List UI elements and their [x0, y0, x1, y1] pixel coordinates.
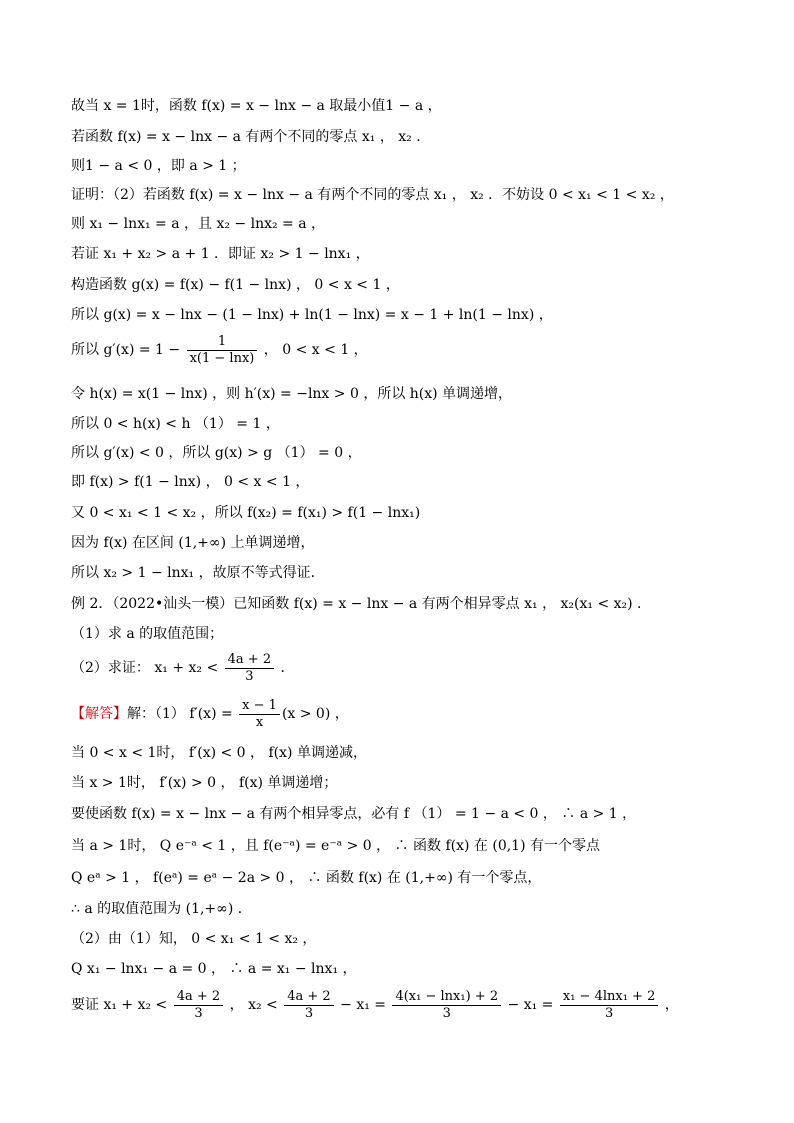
text-line-21: 当 0 < x < 1时， f′(x) < 0 ， f(x) 单调递减， — [71, 745, 367, 761]
fraction: $\frac{\text{4(x₁ − lnx₁) + 2}}{3}$ — [392, 989, 501, 1022]
fraction: $\frac{4a + 2}{3}$ — [174, 989, 223, 1022]
text-line-9: 所以 g′(x) = 1 − $\frac{1}{x(1 - \ln x)}$ ， 0 < x < 1 ， — [71, 333, 368, 366]
text-line-4: 证明：（2）若函数 f(x) = x − lnx − a 有两个不同的零点 x₁ ， x₂ ．不妨设 0 < x₁ < 1 < x₂ ， — [71, 187, 674, 203]
text-line-23: 要使函数 f(x) = x − lnx − a 有两个相异零点，必有 f （1） = 1 − a < 0 ， ∴ a > 1 ， — [71, 806, 637, 822]
fraction: $\frac{1}{x(1 - \ln x)}$ — [187, 334, 258, 367]
fraction: $\frac{x - 1}{x}$ — [239, 698, 280, 731]
text-line-15: 因为 f(x) 在区间 (1,+∞) 上单调递增， — [71, 535, 315, 551]
text-line-12: 所以 g′(x) < 0 ，所以 g(x) > g （1） = 0 ， — [71, 445, 362, 461]
text-line-17: 例 2．（2022•汕头一模）已知函数 f(x) = x − lnx − a 有两个相异零点 x₁ ， x₂(x₁ < x₂) ． — [71, 596, 652, 612]
text-line-1: 故当 x = 1时，函数 f(x) = x − lnx − a 取最小值1 − a ， — [71, 98, 442, 114]
text-line-22: 当 x > 1时， f′(x) > 0 ， f(x) 单调递增； — [71, 775, 338, 791]
text-line-20: 【解答】解：（1） f′(x) = $\frac{x - 1}{x}$ (x > 0) ， — [71, 697, 349, 730]
text-line-13: 即 f(x) > f(1 − lnx) ， 0 < x < 1 ， — [71, 474, 310, 490]
text-line-7: 构造函数 g(x) = f(x) − f(1 − lnx) ， 0 < x < 1 ， — [71, 277, 400, 293]
text-line-19: （2）求证： x₁ + x₂ < $\frac{4a + 2}{3}$ ． — [71, 651, 295, 684]
text-line-5: 则 x₁ − lnx₁ = a ，且 x₂ − lnx₂ = a ， — [71, 216, 326, 232]
text-line-24: 当 a > 1时， Q e⁻ᵃ < 1 ，且 f(e⁻ᵃ) = e⁻ᵃ > 0 ， ∴ 函数 f(x) 在 (0,1) 有一个零点 — [71, 838, 600, 854]
text-line-28: Q x₁ − lnx₁ − a = 0 ， ∴ a = x₁ − lnx₁ ， — [71, 961, 357, 977]
text-line-8: 所以 g(x) = x − lnx − (1 − lnx) + ln(1 − lnx) = x − 1 + ln(1 − lnx) ， — [71, 307, 553, 323]
text-line-25: Q eᵃ > 1 ， f(eᵃ) = eᵃ − 2a > 0 ， ∴ 函数 f(x) 在 (1,+∞) 有一个零点， — [71, 870, 542, 886]
text-line-18: （1）求 a 的取值范围； — [71, 626, 224, 642]
fraction: $\frac{4a + 2}{3}$ — [284, 989, 333, 1022]
text-line-16: 所以 x₂ > 1 − lnx₁ ，故原不等式得证． — [71, 565, 325, 581]
text-line-29: 要证 x₁ + x₂ < $\frac{4a + 2}{3}$ ， x₂ < $\frac{4a + 2}{3}$ − x₁ = $\frac{\text{4(x₁ − lnx₁) + 2}}{3}$ − x₁ = $\frac{\text{x₁ − 4lnx₁ + 2}}{3}$ ， — [71, 988, 679, 1021]
fraction: $\frac{4a + 2}{3}$ — [225, 652, 274, 685]
text-line-26: ∴ a 的取值范围为 (1,+∞) ． — [71, 901, 252, 917]
fraction: $\frac{\text{x₁ − 4lnx₁ + 2}}{3}$ — [560, 989, 658, 1022]
text-line-14: 又 0 < x₁ < 1 < x₂ ，所以 f(x₂) = f(x₁) > f(1 − lnx₁) — [71, 505, 421, 521]
text-line-10: 令 h(x) = x(1 − lnx) ，则 h′(x) = −lnx > 0 ，所以 h(x) 单调递增， — [71, 386, 513, 402]
text-line-3: 则1 − a < 0 ，即 a > 1 ； — [71, 158, 246, 174]
text-line-27: （2）由（1）知， 0 < x₁ < 1 < x₂ ， — [71, 931, 317, 947]
text-line-11: 所以 0 < h(x) < h （1） = 1 ， — [71, 416, 280, 432]
text-line-2: 若函数 f(x) = x − lnx − a 有两个不同的零点 x₁ ， x₂ . — [71, 129, 421, 145]
text-line-6: 若证 x₁ + x₂ > a + 1 ．即证 x₂ > 1 − lnx₁ ， — [71, 246, 370, 262]
